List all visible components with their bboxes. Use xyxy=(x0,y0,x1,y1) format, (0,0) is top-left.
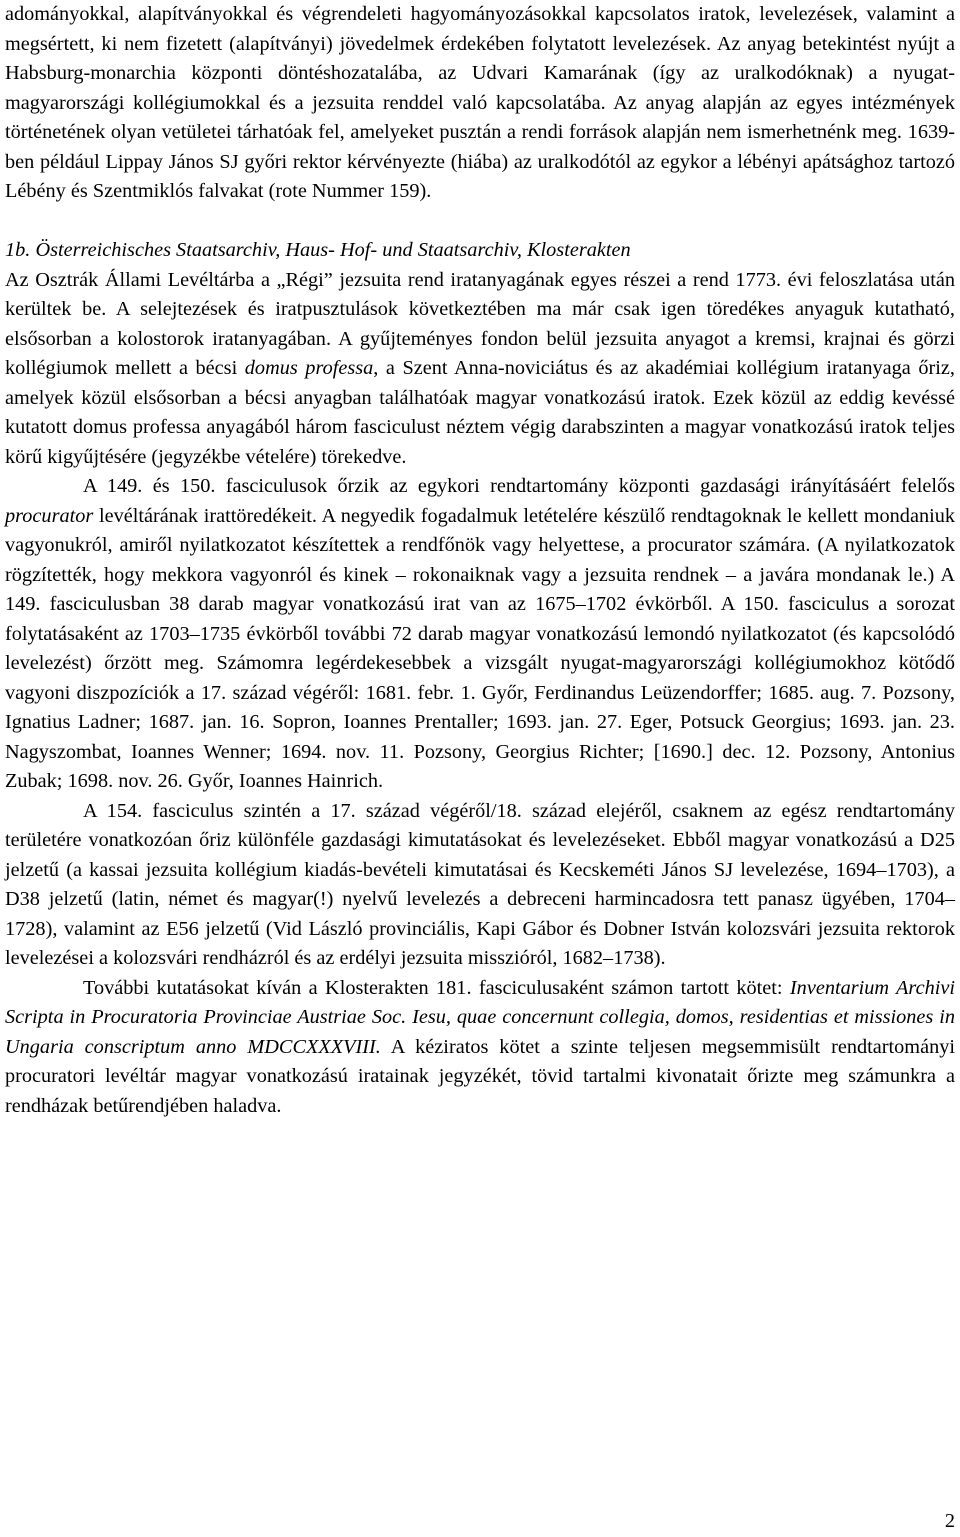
paragraph-intro: adományokkal, alapítványokkal és végrendeleti hagyományozásokkal kapcsolatos iratok, levelezések, valamint a megsértett, ki nem fizetett (alapítványi) jövedelmek érdekében folytatott levelezések. Az anyag betekintést nyújt a Habsburg-monarchia központi döntéshozatalába, az Udvari Kamarának (így az uralkodóknak) a nyugat-magyarországi kollégiumokkal és a jezsuita renddel való kapcsolatába. Az anyag alapján az egyes intézmények történetének olyan vetületei tárhatóak fel, amelyeket pusztán a rendi források alapján nem ismerhetnénk meg. 1639-ben például Lippay János SJ győri rektor kérvényezte (hiába) az uralkodótól az egykor a lébényi apátsághoz tartozó Lébény és Szentmiklós falvakat (rote Nummer 159). xyxy=(5,3,955,202)
paragraph-text: levéltárának irattöredékeit. A negyedik fogadalmuk letételére készülő rendtagoknak le kellett mondaniuk vagyonukról, amiről nyilatkozatot készítettek a rendfőnök vagy helyettese, a procurator számára. (A nyilatkozatok rögzítették, hogy mekkora vagyonról és kinek – rokonaiknak vagy a jezsuita rendnek – a javára mondanak le.) A 149. fasciculusban 38 darab magyar vonatkozású irat van az 1675–1702 évkörből. A 150. fasciculus a sorozat folytatásaként az 1703–1735 évkörből további 72 darab magyar vonatkozású lemondó nyilatkozatot (és kapcsolódó levelezést) őrzött meg. Számomra legérdekesebbek a vizsgált nyugat-magyarországi kollégiumokhoz kötődő vagyoni diszpozíciók a 17. század végéről: 1681. febr. 1. Győr, Ferdinandus Leüzendorffer; 1685. aug. 7. Pozsony, Ignatius Ladner; 1687. jan. 16. Sopron, Ioannes Prentaller; 1693. jan. 27. Eger, Potsuck Georgius; 1693. jan. 23. Nagyszombat, Ioannes Wenner; 1694. nov. 11. Pozsony, Georgius Richter; [1690.] dec. 12. Pozsony, Antonius Zubak; 1698. nov. 26. Győr, Ioannes Hainrich. xyxy=(5,504,955,792)
blank-line xyxy=(5,207,955,237)
paragraph-klosterakten-181 xyxy=(5,974,955,1122)
italic-term: domus professa xyxy=(244,357,374,379)
paragraph-text: Az Osztrák Állami Levéltárba a „Régi” jezsuita rend iratanyagának egyes részei a rend 1773. évi feloszlatása után kerültek be. A selejtezések és iratpusztulások következtében ma már csak igen töredékes anyaguk kutatható, elsősorban a kolostorok iratanyagában. A gyűjteményes fondon belül jezsuita anyagot a kremsi, krajnai és görzi kollégiumok mellett a bécsi xyxy=(5,268,955,379)
paragraph-osztrak-leveltar xyxy=(5,266,955,473)
document-page xyxy=(5,0,955,1121)
paragraph-text: További kutatásokat kíván a Klosterakten 181. fasciculusaként számon tartott kötet: xyxy=(83,976,790,999)
paragraph-text: A kéziratos kötet a szinte teljesen megsemmisült rendtartományi procuratori levéltár magyar vonatkozású iratainak jegyzékét, tövid tartalmi kivonatait őrizte meg számunkra a rendházak betűrendjében haladva. xyxy=(5,1035,955,1117)
italic-title: Inventarium Archivi Scripta in Procuratoria Provinciae Austriae Soc. Iesu, quae concernunt collegia, domos, residentias et missiones in Ungaria conscriptum anno MDCCXXXVIII. xyxy=(5,976,955,1058)
section-number: 1b. xyxy=(5,239,31,261)
section-title: Österreichisches Staatsarchiv, Haus- Hof- und Staatsarchiv, Klosterakten xyxy=(35,239,631,261)
page-number: 2 xyxy=(944,1510,955,1532)
paragraph-fasciculus-149-150 xyxy=(5,472,955,797)
italic-term: procurator xyxy=(5,504,94,527)
paragraph-text: , a Szent Anna-noviciátus és az akadémiai kollégium iratanyaga őriz, amelyek közül elsősorban a bécsi anyagban találhatóak magyar vonatkozású iratok. Ezek közül az eddig kevéssé kutatott domus professa anyagából három fasciculust néztem végig darabszinten a magyar vonatkozású iratok teljes körű kigyűjtésére (jegyzékbe vételére) törekedve. xyxy=(5,357,955,468)
paragraph-text: A 149. és 150. fasciculusok őrzik az egykori rendtartomány központi gazdasági irányításáért felelős xyxy=(83,475,955,497)
paragraph-fasciculus-154: A 154. fasciculus szintén a 17. század végéről/18. század elejéről, csaknem az egész rendtartomány területére vonatkozóan őriz különféle gazdasági kimutatásokat és levelezéseket. Ebből magyar vonatkozású a D25 jelzetű (a kassai jezsuita kollégium kiadás-bevételi kimutatásai és Kecskeméti János SJ levelezése, 1694–1703), a D38 jelzetű (latin, német és magyar(!) nyelvű levelezés a debreceni harmincadosra tett panasz ügyében, 1704–1728), valamint az E56 jelzetű (Vid László provinciális, Kapi Gábor és Dobner István kolozsvári jezsuita rektorok levelezései a kolozsvári rendházról és az erdélyi jezsuita misszióról, 1682–1738). xyxy=(5,799,955,969)
section-heading xyxy=(5,236,955,266)
